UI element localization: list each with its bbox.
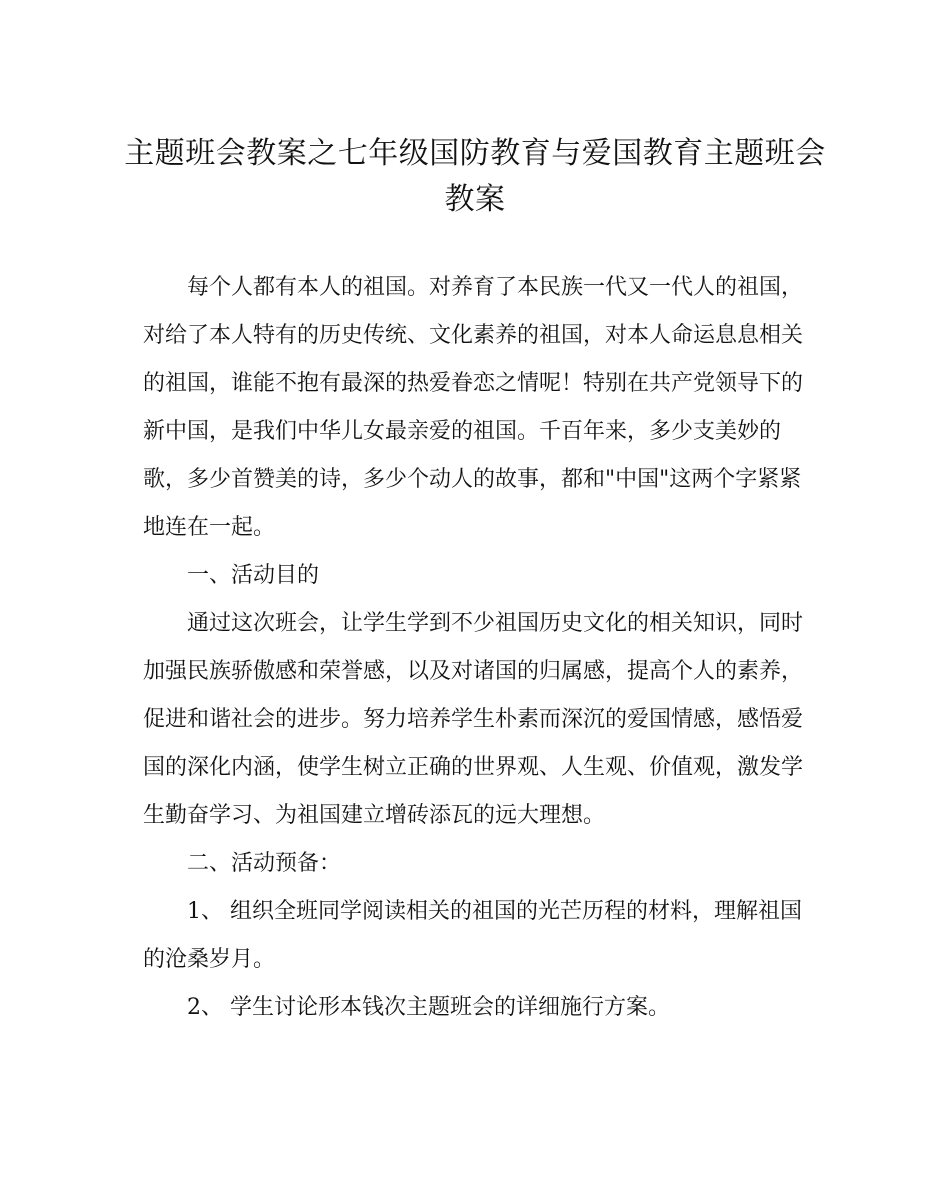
document-title-line-1: 主题班会教案之七年级国防教育与爱国教育主题班会 [124, 136, 826, 171]
document-title-line-2: 教案 [444, 182, 506, 217]
intro-paragraph: 每个人都有本人的祖国。对养育了本民族一代又一代人的祖国，对给了本人特有的历史传统、文化素养的祖国，对本人命运息息相关的祖国，谁能不抱有最深的热爱眷恋之情呢！特别在共产党领导下的新中国，是我们中华儿女最亲爱的祖国。千百年来，多少支美妙的歌，多少首赞美的诗，多少个动人的故事，都和"中国"这两个字紧紧地连在一起。 [143, 275, 804, 540]
document-body [143, 264, 803, 1032]
section-heading-activity-goal: 一、活动目的 [187, 563, 320, 588]
section-heading-activity-preparation: 二、活动预备： [187, 851, 342, 876]
preparation-item-1: 1、 组织全班同学阅读相关的祖国的光芒历程的材料，理解祖国的沧桑岁月。 [143, 899, 802, 972]
preparation-item-2: 2、 学生讨论形本钱次主题班会的详细施行方案。 [187, 995, 670, 1020]
goal-paragraph: 通过这次班会，让学生学到不少祖国历史文化的相关知识，同时加强民族骄傲感和荣誉感，以及对诸国的归属感，提高个人的素养，促进和谐社会的进步。努力培养学生朴素而深沉的爱国情感，感悟爱国的深化内涵，使学生树立正确的世界观、人生观、价值观，激发学生勤奋学习、为祖国建立增砖添瓦的远大理想。 [143, 611, 804, 828]
